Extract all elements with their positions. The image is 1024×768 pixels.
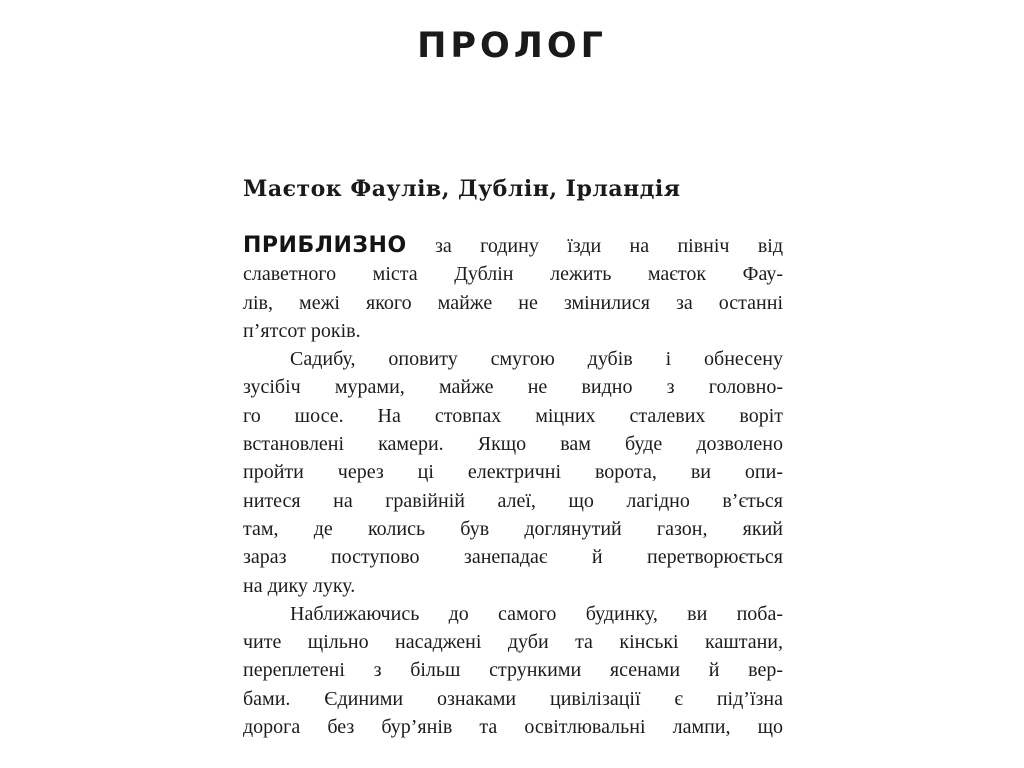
paragraph-1-line-1 (243, 232, 783, 260)
paragraph-1-line-1-rest: за годину їзди на північ від (406, 235, 783, 257)
paragraph-1-line: п’ятсот років. (243, 319, 361, 342)
paragraph-3-line: дорога без бур’янів та освітлювальні лампи, що (243, 716, 783, 739)
lead-word: ПРИБЛИЗНО (243, 233, 407, 258)
paragraph-2-line: нитеся на гравійній алеї, що лагідно в’ється (243, 489, 783, 512)
paragraph-2-line: зараз поступово занепадає й перетворюється (243, 546, 783, 569)
paragraph-3-line: чите щільно насаджені дуби та кінські каштани, (243, 631, 783, 654)
paragraph-3-line: переплетені з більш стрункими ясенами й вер- (243, 659, 783, 682)
body-text (243, 232, 783, 741)
paragraph-1-line: славетного міста Дублін лежить маєток Фау- (243, 263, 783, 286)
paragraph-2-line: встановлені камери. Якщо вам буде дозволено (243, 433, 783, 456)
chapter-title: ПРОЛОГ (417, 26, 607, 66)
paragraph-1-line: лів, межі якого майже не змінилися за останні (243, 291, 783, 314)
paragraph-2-line: Садибу, оповиту смугою дубів і обнесену (290, 348, 783, 371)
paragraph-2-line: го шосе. На стовпах міцних сталевих воріт (243, 404, 783, 427)
paragraph-2-line: там, де колись був доглянутий газон, який (243, 517, 783, 540)
paragraph-2-line: на дику луку. (243, 574, 356, 597)
paragraph-2-line: зусібіч мурами, майже не видно з головно- (243, 376, 783, 399)
paragraph-2-line: пройти через ці електричні ворота, ви опи- (243, 461, 783, 484)
paragraph-3-line: бами. Єдиними ознаками цивілізації є під’їзна (243, 687, 783, 710)
paragraph-3-line: Наближаючись до самого будинку, ви поба- (290, 602, 783, 625)
location-subtitle: Маєток Фаулів, Дублін, Ірландія (243, 176, 681, 202)
